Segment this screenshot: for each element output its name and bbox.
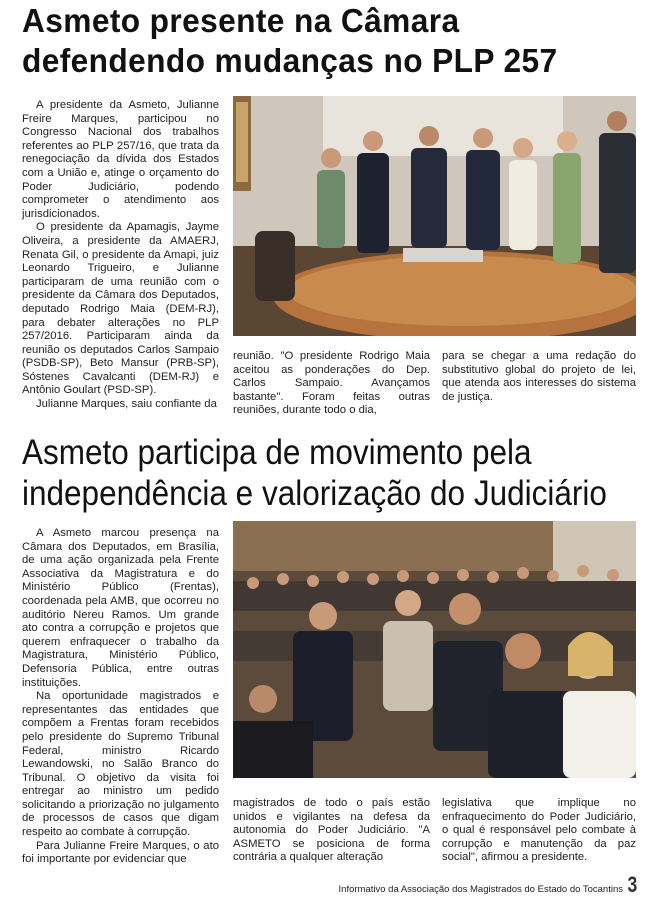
article2-headline-line1: Asmeto participa de movimento pela bbox=[22, 433, 532, 472]
article2-left-column bbox=[22, 527, 219, 867]
article1-headline-line1: Asmeto presente na Câmara bbox=[22, 2, 460, 39]
article1-paragraph: reunião. "O presidente Rodrigo Maia aceitou as ponderações do Dep. Carlos Sampaio. Avançamos bastante". Foram feitas outras reuniões, durante todo o dia, bbox=[233, 350, 430, 417]
auditorium-photo bbox=[233, 521, 636, 778]
article1-headline-line2: defendendo mudanças no PLP 257 bbox=[22, 42, 558, 79]
meeting-photo bbox=[233, 96, 636, 336]
article2-paragraph: legislativa que implique no enfraquecimento do Poder Judiciário, o qual é responsável pelo combate à corrupção e manutenção da paz social", afirmou a presidente. bbox=[442, 797, 636, 864]
page-number: 3 bbox=[627, 872, 637, 897]
article2-paragraph: Para Julianne Freire Marques, o ato foi importante por evidenciar que bbox=[22, 839, 219, 866]
article2-paragraph: A Asmeto marcou presença na Câmara dos Deputados, em Brasília, de uma ação organizada pela Frente Associativa da Magistratura e do Ministério Público (Frentas), coordenada pela AMB, que ocorreu no auditório Nereu Ramos. Um grande ato contra a corrupção e projetos que querem enfraquecer o trabalho da Magistratura, Ministério Público, Defensoria Pública, entre outras instituições. bbox=[22, 527, 219, 689]
article1-paragraph: para se chegar a uma redação do substitutivo global do projeto de lei, que atenda aos interesses do sistema de justiça. bbox=[442, 350, 636, 403]
article1-left-column bbox=[22, 99, 219, 412]
article1-middle-column bbox=[233, 350, 430, 418]
article2-right-column bbox=[442, 797, 636, 865]
article2-headline-line2: independência e valorização do Judiciário bbox=[22, 474, 607, 513]
meeting-photo-illustration bbox=[233, 96, 636, 336]
article1-right-column bbox=[442, 350, 636, 404]
article2-paragraph: magistrados de todo o país estão unidos e vigilantes na defesa da autonomia do Poder Judiciário. "A ASMETO se posiciona de forma contrária a qualquer alteração bbox=[233, 797, 430, 864]
article1-paragraph: Julianne Marques, saiu confiante da bbox=[36, 398, 217, 411]
footer-publication-name: Informativo da Associação dos Magistrados do Estado do Tocantins bbox=[338, 884, 623, 895]
article2-middle-column bbox=[233, 797, 430, 865]
article1-paragraph: O presidente da Apamagis, Jayme Oliveira, a presidente da AMAERJ, Renata Gil, o presidente da Amapi, juiz Leonardo Trigueiro, e Julianne participaram de uma reunião com o presidente da Câmara dos Deputados, deputado Rodrigo Maia (DEM-RJ), para debater alterações no PLP 257/2016. Participaram ainda da reunião os deputados Carlos Sampaio (PSDB-SP), Beto Mansur (PRB-SP), Sóstenes Cavalcanti (DEM-RJ) e Antônio Goulart (PSD-SP). bbox=[22, 221, 219, 397]
article1-paragraph: A presidente da Asmeto, Julianne Freire Marques, participou no Congresso Nacional dos trabalhos referentes ao PLP 257/16, que trata da renegociação da dívida dos Estados com a União e, atinge o orçamento do Poder Judiciário, podendo comprometer o atendimento aos jurisdicionados. bbox=[22, 99, 219, 220]
auditorium-photo-illustration bbox=[233, 521, 636, 778]
article2-paragraph: Na oportunidade magistrados e representantes das entidades que compõem a Frentas foram recebidos pelo presidente do Supremo Tribunal Federal, ministro Ricardo Lewandowski, no Salão Branco do Tribunal. O objetivo da visita foi entregar ao ministro um pedido solicitando a priorização no julgamento de processos de casos que digam respeito ao combate à corrupção. bbox=[22, 690, 219, 839]
